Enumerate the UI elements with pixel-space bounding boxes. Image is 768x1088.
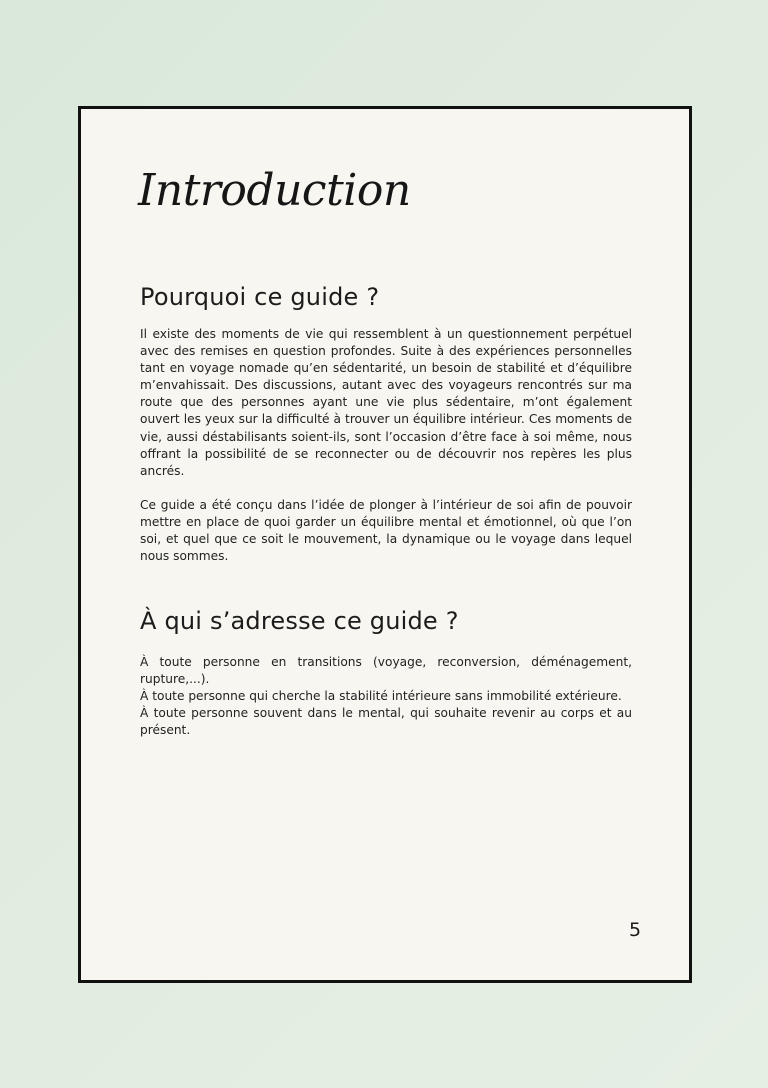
list-item: À toute personne qui cherche la stabilité intérieure sans immobilité extérieure. — [140, 689, 622, 704]
section-heading-why: Pourquoi ce guide ? — [140, 283, 380, 311]
audience-list — [140, 654, 632, 739]
page-number: 5 — [629, 919, 642, 941]
page-card — [78, 106, 692, 983]
paragraph-why-2: Ce guide a été conçu dans l’idée de plonger à l’intérieur de soi afin de pouvoir mettre en place de quoi garder un équilibre mental et émotionnel, où que l’on soi, et quel que ce soit le mouvement, la dynamique ou le voyage dans lequel nous sommes. — [140, 498, 632, 564]
list-item: À toute personne souvent dans le mental, qui souhaite revenir au corps et au présent. — [140, 706, 632, 738]
page-title: Introduction — [138, 165, 411, 216]
paragraph-why-1: Il existe des moments de vie qui ressemblent à un questionnement perpétuel avec des remises en question profondes. Suite à des expériences personnelles tant en voyage nomade qu’en sédentarité, un besoin de stabilité et d’équilibre m’envahissait. Des discussions, autant avec des voyageurs rencontrés sur ma route que des personnes ayant une vie plus sédentaire, m’ont également ouvert les yeux sur la difficulté à trouver un équilibre intérieur. Ces moments de vie, aussi déstabilisants soient-ils, sont l’occasion d’être face à soi même, nous offrant la possibilité de se reconnecter ou de découvrir nos repères les plus ancrés. — [140, 327, 632, 478]
section-heading-who: À qui s’adresse ce guide ? — [140, 607, 459, 635]
list-item: À toute personne en transitions (voyage, reconversion, déménagement, rupture,...). — [140, 655, 632, 687]
